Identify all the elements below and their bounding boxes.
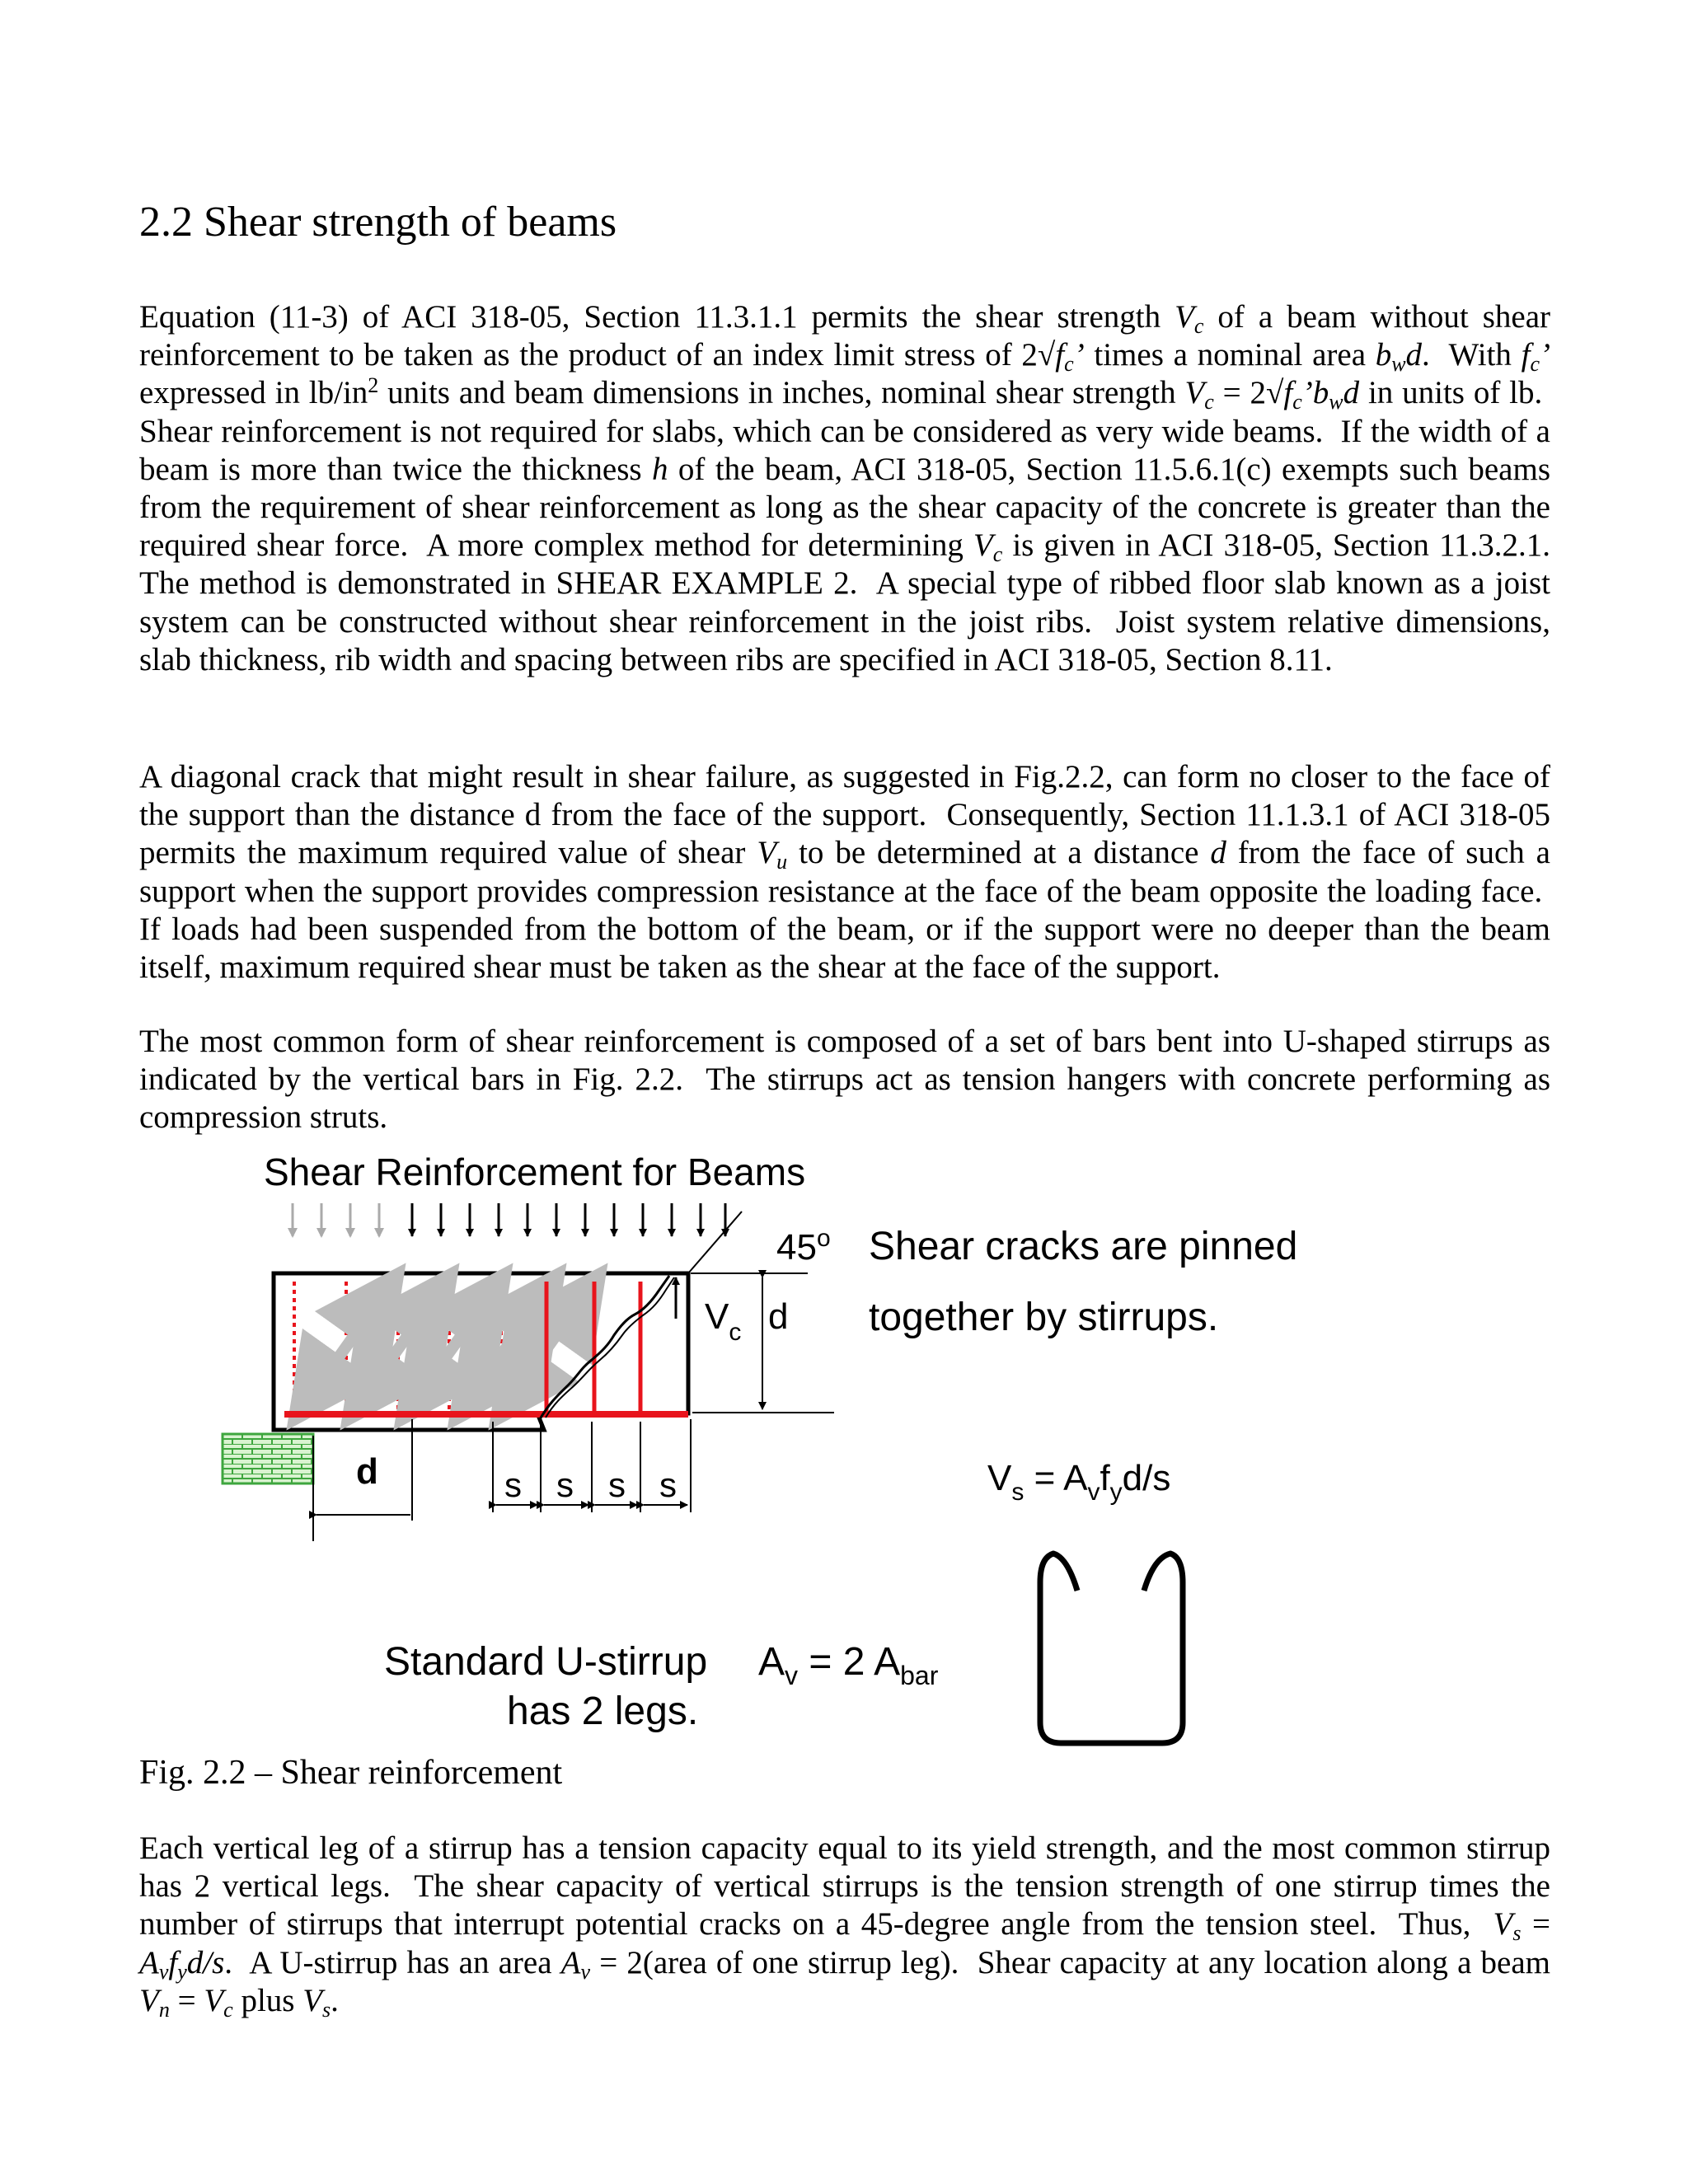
av-equation: $A_v = 2$ $A_{bar}$ [758,1640,939,1690]
paragraph-stirrup-capacity: Each vertical leg of a stirrup has a tension capacity equal to its yield strength, and the most common stirrup has 2 vertical legs. The shear capacity of vertical stirrups is the tension strength of one stirrup times the number of stirrups that interrupt potential cracks on a 45-degree angle from the tension steel. Thus, $V_s = A_vf_yd/s$. A U-stirrup has an area $A_v$ = 2(area of one stirrup leg). Shear capacity at any location along a beam $V_n = V_c$ plus $V_s$. [139,1830,1551,2022]
section-title: 2.2 Shear strength of beams [139,199,617,246]
figure-title: Shear Reinforcement for Beams [264,1151,806,1193]
d-label-left: d [356,1451,378,1492]
angle-label: 45$^o$ [776,1225,831,1268]
s-label: s [556,1465,574,1504]
stirrup-text-line2: has 2 legs. [507,1690,699,1733]
brick-support [223,1434,313,1483]
load-arrows [293,1203,725,1236]
solid-stirrups [546,1282,640,1416]
shear-crack [540,1276,669,1419]
s-label: s [504,1465,522,1504]
vs-equation: $V_s = A_vf_yd/s$ [987,1458,1171,1506]
shear-crack-edge [546,1277,674,1418]
compression-struts [313,1301,581,1393]
u-stirrup-icon [1040,1554,1183,1743]
s-labels [504,1465,677,1504]
paragraph-stirrups: The most common form of shear reinforcement is composed of a set of bars bent into U-shaped stirrups as indicated by the vertical bars in Fig. 2.2. The stirrups act as tension hangers with concrete performing as compression struts. [139,1024,1550,1136]
stirrup-text-line1: Standard U-stirrup [384,1640,708,1684]
s-label: s [608,1465,626,1504]
note-line2: together by stirrups. [869,1296,1219,1339]
d-label-right: d [768,1296,789,1337]
note-line1: Shear cracks are pinned [869,1225,1298,1268]
s-label: s [659,1465,677,1504]
angle-line [688,1212,742,1273]
paragraph-diagonal-crack: A diagonal crack that might result in shear failure, as suggested in Fig.2.2, can form no closer to the face of the support than the distance d from the face of the support. Consequently, Section 11.1.3.1 of ACI 318-05 permits the maximum required value of shear $V_u$ to be determined at a distance d from the face of such a support when the support provides compression resistance at the face of the beam opposite the loading face. If loads had been suspended from the bottom of the beam, or if the support were no deeper than the beam itself, maximum required shear must be taken as the shear at the face of the support. [139,759,1550,986]
paragraph-shear-strength: Equation (11-3) of ACI 318-05, Section 11.3.1.1 permits the shear strength $V_c$ of a beam without shear reinforcement to be taken as the product of an index limit stress of $2√f_c$’ times a nominal area $b_wd$. With $f_c$’ expressed in $lb/in^2$ units and beam dimensions in inches, nominal shear strength $V_c$ = $2√f_c’b_wd$ in units of lb. Shear reinforcement is not required for slabs, which can be considered as very wide beams. If the width of a beam is more than twice the thickness h of the beam, ACI 318-05, Section 11.5.6.1(c) exempts such beams from the requirement of shear reinforcement as long as the shear capacity of the concrete is greater than the required shear force. A more complex method for determining $V_c$ is given in ACI 318-05, Section 11.3.2.1. The method is demonstrated in SHEAR EXAMPLE 2. A special type of ribbed floor slab known as a joist system can be constructed without shear reinforcement in the joist ribs. Joist system relative dimensions, slab thickness, rib width and spacing between ribs are specified in ACI 318-05, Section 8.11. [139,299,1551,677]
d-dimension-right [691,1273,834,1413]
figure-caption: Fig. 2.2 – Shear reinforcement [139,1754,563,1792]
vc-label: $V_c$ [705,1296,742,1346]
